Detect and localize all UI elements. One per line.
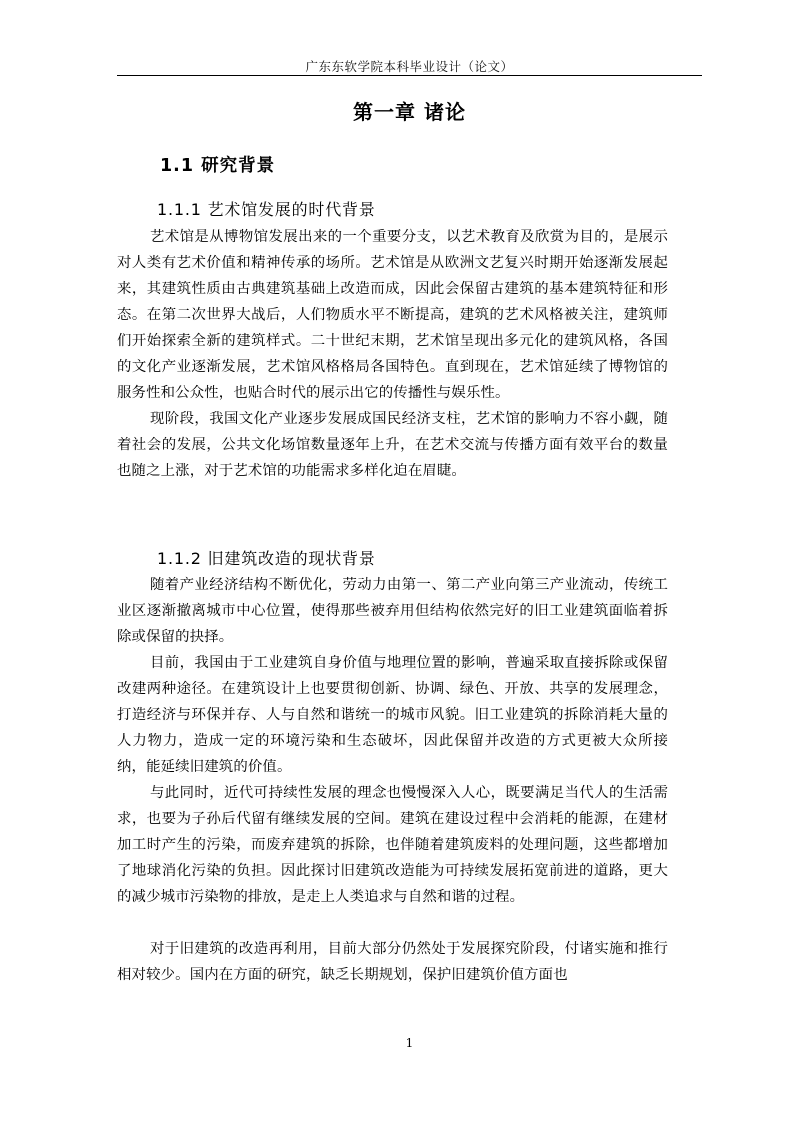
page-number: 1: [405, 1036, 414, 1050]
paragraph: 现阶段，我国文化产业逐步发展成国民经济支柱，艺术馆的影响力不容小觑，随着社会的发展，公共文化场馆数量逐年上升，在艺术交流与传播方面有效平台的数量也随之上涨，对于艺术馆的功能需求多样化迫在眉睫。: [117, 411, 668, 479]
chapter-title: 第一章 诸论: [353, 100, 466, 124]
paragraph: 目前，我国由于工业建筑自身价值与地理位置的影响，普遍采取直接拆除或保留改建两种途径。在建筑设计上也要贯彻创新、协调、绿色、开放、共享的发展理念，打造经济与环保并存、人与自然和谐统一的城市风貌。旧工业建筑的拆除消耗大量的人力物力，造成一定的环境污染和生态破坏，因此保留并改造的方式更被大众所接纳，能延续旧建筑的价值。: [117, 655, 668, 775]
paragraph: 随着产业经济结构不断优化，劳动力由第一、第二产业向第三产业流动，传统工业区逐渐撤离城市中心位置，使得那些被弃用但结构依然完好的旧工业建筑面临着拆除或保留的抉择。: [117, 577, 668, 645]
subsection-2-title: 1.1.2 旧建筑改造的现状背景: [157, 549, 376, 568]
subsection-1-title: 1.1.1 艺术馆发展的时代背景: [157, 200, 376, 219]
section-title: 1.1 研究背景: [160, 156, 276, 176]
paragraph: 与此同时，近代可持续性发展的理念也慢慢深入人心，既要满足当代人的生活需求，也要为子孙后代留有继续发展的空间。建筑在建设过程中会消耗的能源，在建材加工时产生的污染，而废弃建筑的拆除，也伴随着建筑废料的处理问题，这些都增加了地球消化污染的负担。因此探讨旧建筑改造能为可持续发展拓宽前进的道路，更大的减少城市污染物的排放，是走上人类追求与自然和谐的过程。: [117, 785, 668, 905]
paragraph: 对于旧建筑的改造再利用，目前大部分仍然处于发展探究阶段，付诸实施和推行相对较少。国内在方面的研究，缺乏长期规划，保护旧建筑价值方面也: [117, 941, 668, 983]
page-header: 广东东软学院本科毕业设计（论文）: [305, 59, 514, 74]
paragraph: 艺术馆是从博物馆发展出来的一个重要分支，以艺术教育及欣赏为目的，是展示对人类有艺术价值和精神传承的场所。艺术馆是从欧洲文艺复兴时期开始逐渐发展起来，其建筑性质由古典建筑基础上改造而成，因此会保留古建筑的基本建筑特征和形态。在第二次世界大战后，人们物质水平不断提高，建筑的艺术风格被关注，建筑师们开始探索全新的建筑样式。二十世纪末期，艺术馆呈现出多元化的建筑风格，各国的文化产业逐渐发展，艺术馆风格格局各国特色。直到现在，艺术馆延续了博物馆的服务性和公众性，也贴合时代的展示出它的传播性与娱乐性。: [117, 229, 668, 401]
header-divider: [117, 75, 702, 76]
